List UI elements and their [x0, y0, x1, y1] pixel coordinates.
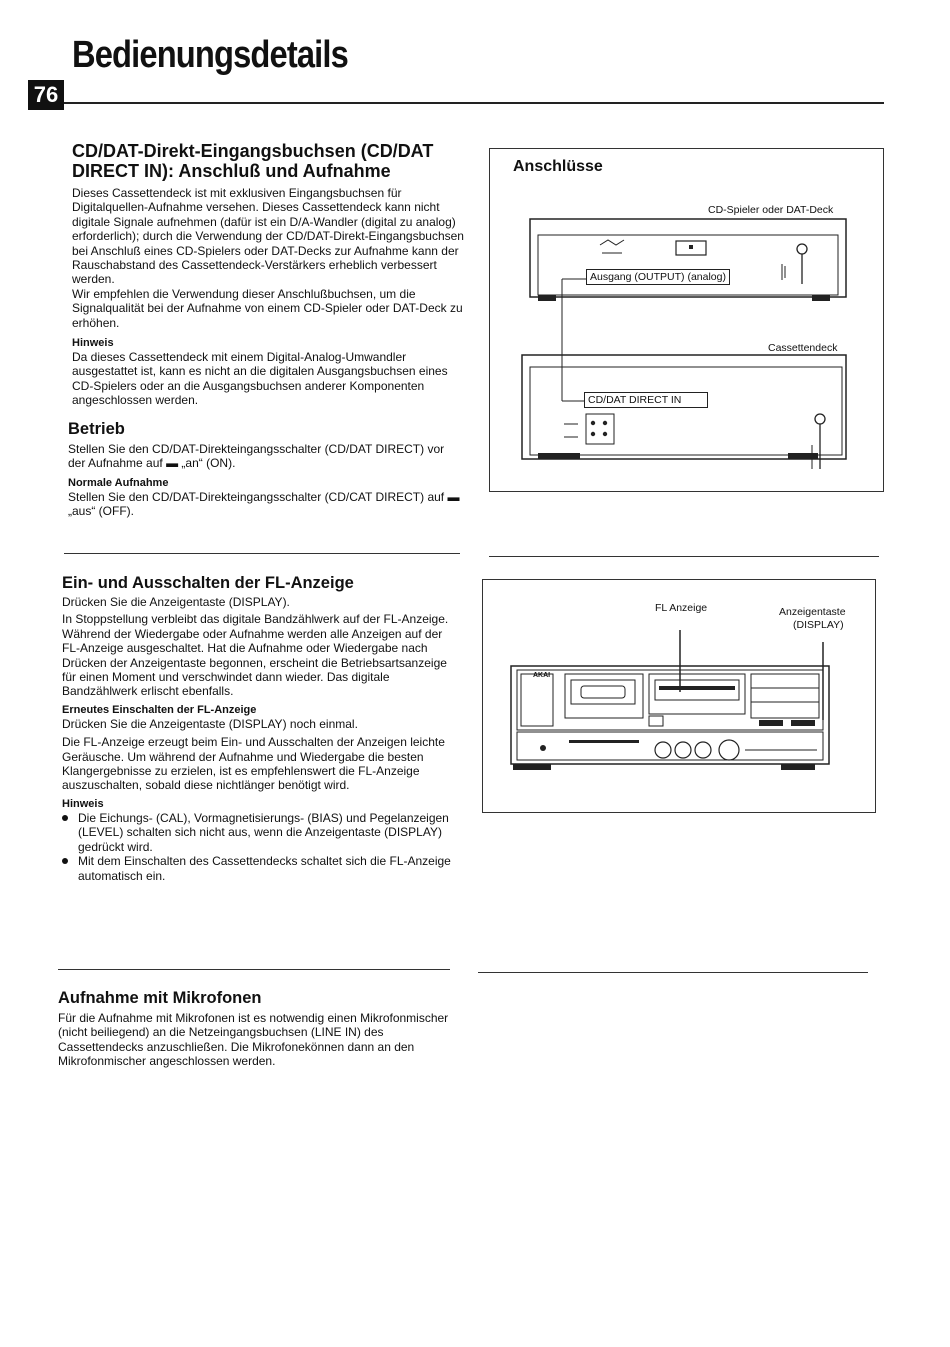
note-heading: Hinweis — [72, 337, 114, 350]
paragraph: Stellen Sie den CD/DAT-Direkteingangsschalter (CD/CAT DIRECT) auf ▬ „aus“ (OFF). — [68, 489, 460, 519]
connections-drawing — [490, 149, 883, 491]
sub-heading: Normale Aufnahme — [68, 476, 169, 489]
paragraph: Die FL-Anzeige erzeugt beim Ein- und Ausschalten der Anzeigen leichte Geräusche. Um während der Aufnahme und Wiedergabe die besten Klangergebnisse zu erzielen, ist es empfehlenswert die FL-Anzeige auszuschalten, sobald diese nichtlänger benötigt wird. — [62, 735, 445, 793]
brand-logo: AKAI — [533, 672, 551, 679]
display-button-label-2: (DISPLAY) — [793, 619, 844, 631]
direct-in-label: CD/DAT DIRECT IN — [584, 392, 708, 408]
section-divider — [478, 972, 868, 973]
cassette-deck-label: Cassettendeck — [768, 342, 838, 354]
cassette-deck-front-drawing — [483, 580, 875, 812]
section-fl-display — [62, 573, 457, 883]
section-title-line1: CD/DAT-Direkt-Eingangsbuchsen (CD/DAT — [72, 141, 434, 161]
bullet-item: Die Eichungs- (CAL), Vormagnetisierungs- (BIAS) und Pegelanzeigen (LEVEL) schalten sich nicht aus, wenn die Anzeigentaste (DISPLAY) gedrückt wird. — [62, 811, 457, 854]
header-divider — [64, 102, 884, 104]
paragraph: In Stoppstellung verbleibt das digitale Bandzählwerk auf der FL-Anzeige. Während der Wiedergabe oder Aufnahme werden alle Anzeigen auf der FL-Anzeige ausgeschaltet. Hat die Aufnahme oder Wiedergabe nach Drücken der Anzeigentaste begonnen, erscheint die Betriebsartsanzeige für einen Moment und verschwindet dann wieder. Das digitale Bandzählwerk erlischt ebenfalls. — [62, 612, 449, 699]
note-heading: Hinweis — [62, 797, 104, 810]
section-divider — [489, 556, 879, 557]
paragraph: Drücken Sie die Anzeigentaste (DISPLAY) noch einmal. — [62, 716, 358, 731]
front-panel-diagram — [482, 579, 876, 813]
page-title: Bedienungsdetails — [72, 34, 348, 76]
section-microphones — [58, 988, 452, 1069]
paragraph: Dieses Cassettendeck ist mit exklusiven Eingangsbuchsen für Digitalquellen-Aufnahme versehen. Dieses Cassettendeck kann nicht digitale Signale aufnehmen (dafür ist ein D/A-Wandler (digital zu analog) erforderlich); durch die Verwendung der CD/DAT-Direkt-Eingangsbuchsen bei Anschluß eines CD-Spielers oder DAT-Decks zur Aufnahme kann der Rauschabstand des Cassettendeck-Verstärkers erheblich verbessert werden. — [72, 186, 464, 287]
paragraph: Wir empfehlen die Verwendung dieser Anschlußbuchsen, um die Signalqualität bei der Aufnahme von einem CD-Spieler oder DAT-Deck zu erhöhen. — [72, 286, 463, 330]
section-divider — [58, 969, 450, 970]
section-title: Aufnahme mit Mikrofonen — [58, 989, 262, 1007]
connections-diagram — [489, 148, 884, 492]
section-cd-dat — [72, 141, 467, 408]
paragraph: Stellen Sie den CD/DAT-Direkteingangsschalter (CD/DAT DIRECT) vor der Aufnahme auf ▬ „an“ (ON). — [68, 442, 445, 471]
section-title-line2: DIRECT IN): Anschluß und Aufnahme — [72, 161, 391, 181]
note-text: Da dieses Cassettendeck mit einem Digital-Analog-Umwandler ausgestattet ist, kann es nicht an die digitalen Ausgangsbuchsen eines CD-Spielers oder an die Ausgangsbuchsen anderer Komponenten angeschlossen werden. — [72, 350, 448, 408]
section-divider — [64, 553, 460, 554]
diagram-title: Anschlüsse — [513, 158, 603, 175]
sub-heading: Erneutes Einschalten der FL-Anzeige — [62, 703, 257, 716]
cd-player-label: CD-Spieler oder DAT-Deck — [708, 204, 834, 216]
section-title: Betrieb — [68, 420, 125, 438]
paragraph: Für die Aufnahme mit Mikrofonen ist es notwendig einen Mikrofonmischer (nicht beiliegend) an die Netzeingangsbuchsen (LINE IN) des Cassettendecks anzuschließen. Die Mikrofonekönnen dann an den Mikrofonmischer angeschlossen werden. — [58, 1011, 449, 1069]
paragraph: Drücken Sie die Anzeigentaste (DISPLAY). — [62, 595, 290, 609]
fl-display-label: FL Anzeige — [655, 602, 708, 614]
output-label: Ausgang (OUTPUT) (analog) — [586, 269, 730, 285]
section-title: Ein- und Ausschalten der FL-Anzeige — [62, 574, 354, 592]
bullet-item: Mit dem Einschalten des Cassettendecks schaltet sich die FL-Anzeige automatisch ein. — [62, 854, 457, 883]
section-betrieb — [68, 419, 463, 519]
display-button-label-1: Anzeigentaste — [779, 606, 846, 618]
page-number: 76 — [28, 80, 64, 110]
